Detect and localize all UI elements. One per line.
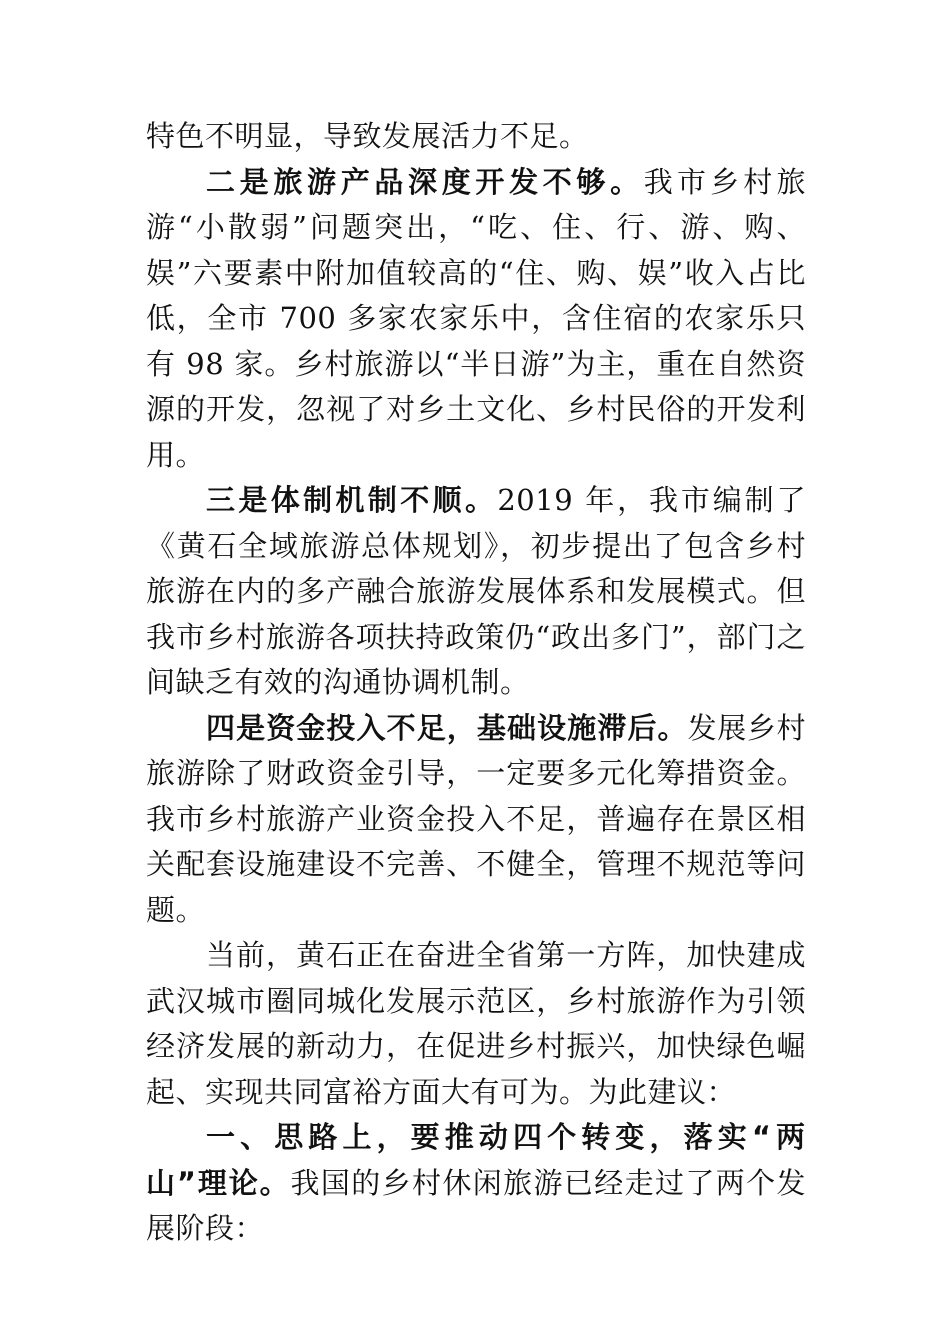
paragraph-tourism-products bbox=[146, 160, 806, 479]
paragraph-lead: 一、思路上，要推动四个转变，落实“两山”理论。 bbox=[146, 1120, 806, 1200]
paragraph-funding bbox=[146, 706, 806, 934]
paragraph-lead: 三是体制机制不顺。 bbox=[206, 483, 498, 517]
paragraph-institutions bbox=[146, 478, 806, 706]
paragraph-lead: 二是旅游产品深度开发不够。 bbox=[206, 164, 644, 199]
paragraph-text: 2019 年，我市编制了《黄石全域旅游总体规划》，初步提出了包含乡村旅游在内的多产融合旅游发展体系和发展模式。但我市乡村旅游各项扶持政策仍“政出多门”，部门之间缺乏有效的沟通协调机制。 bbox=[146, 483, 806, 699]
paragraph-suggestion-one bbox=[146, 1115, 806, 1252]
paragraph-continuation bbox=[146, 114, 806, 160]
paragraph-text: 我国的乡村休闲旅游已经走过了两个发展阶段： bbox=[146, 1165, 806, 1245]
document-page bbox=[146, 114, 806, 1252]
paragraph-text: 发展乡村旅游除了财政资金引导，一定要多元化筹措资金。我市乡村旅游产业资金投入不足，普遍存在景区相关配套设施建设不完善、不健全，管理不规范等问题。 bbox=[146, 710, 806, 927]
paragraph-current-situation bbox=[146, 933, 806, 1115]
paragraph-text: 特色不明显，导致发展活力不足。 bbox=[146, 119, 589, 153]
paragraph-text: 当前，黄石正在奋进全省第一方阵，加快建成武汉城市圈同城化发展示范区，乡村旅游作为引领经济发展的新动力，在促进乡村振兴，加快绿色崛起、实现共同富裕方面大有可为。为此建议： bbox=[146, 938, 806, 1109]
paragraph-text: 我市乡村旅游“小散弱”问题突出，“吃、住、行、游、购、娱”六要素中附加值较高的“住、购、娱”收入占比低，全市 700 多家农家乐中，含住宿的农家乐只有 98 家。乡村旅游以“半日游”为主，重在自然资源的开发，忽视了对乡土文化、乡村民俗的开发利用。 bbox=[146, 164, 806, 472]
paragraph-lead: 四是资金投入不足，基础设施滞后。 bbox=[206, 710, 688, 745]
